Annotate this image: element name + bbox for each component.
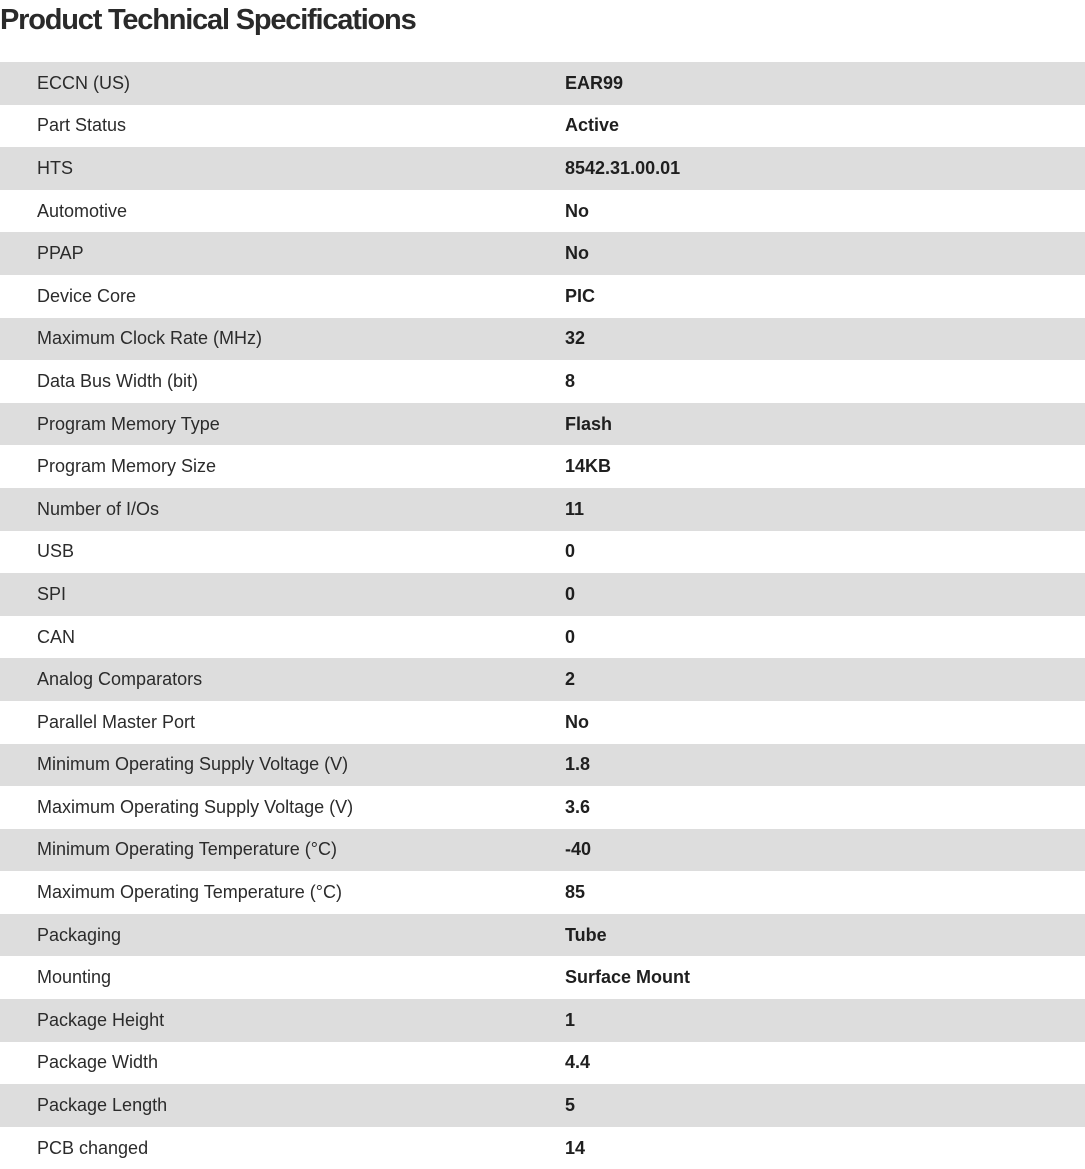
spec-label: Part Status: [0, 105, 565, 148]
spec-row: [0, 488, 1085, 531]
spec-row: [0, 403, 1085, 446]
spec-label: Maximum Operating Supply Voltage (V): [0, 786, 565, 829]
spec-label: Minimum Operating Temperature (°C): [0, 829, 565, 872]
spec-value: 8542.31.00.01: [565, 147, 1085, 190]
spec-label: Program Memory Type: [0, 403, 565, 446]
spec-row: [0, 360, 1085, 403]
spec-value: No: [565, 701, 1085, 744]
spec-row: [0, 275, 1085, 318]
spec-value: 85: [565, 871, 1085, 914]
spec-row: [0, 62, 1085, 105]
spec-label: Mounting: [0, 956, 565, 999]
spec-row: [0, 829, 1085, 872]
spec-value: Active: [565, 105, 1085, 148]
spec-value: 1.8: [565, 744, 1085, 787]
spec-row: [0, 531, 1085, 574]
spec-label: Number of I/Os: [0, 488, 565, 531]
spec-row: [0, 744, 1085, 787]
spec-label: ECCN (US): [0, 62, 565, 105]
spec-label: CAN: [0, 616, 565, 659]
spec-value: 8: [565, 360, 1085, 403]
spec-value: 14: [565, 1127, 1085, 1169]
spec-value: 11: [565, 488, 1085, 531]
spec-row: [0, 701, 1085, 744]
spec-label: Package Height: [0, 999, 565, 1042]
spec-row: [0, 190, 1085, 233]
spec-row: [0, 573, 1085, 616]
spec-table: [0, 62, 1085, 1169]
spec-row: [0, 445, 1085, 488]
spec-value: No: [565, 232, 1085, 275]
spec-value: 32: [565, 318, 1085, 361]
page-title: Product Technical Specifications: [0, 4, 416, 36]
spec-row: [0, 105, 1085, 148]
spec-value: 0: [565, 531, 1085, 574]
spec-row: [0, 1084, 1085, 1127]
spec-row: [0, 956, 1085, 999]
spec-label: HTS: [0, 147, 565, 190]
spec-label: USB: [0, 531, 565, 574]
spec-label: Package Length: [0, 1084, 565, 1127]
spec-label: PPAP: [0, 232, 565, 275]
spec-value: 14KB: [565, 445, 1085, 488]
spec-value: 2: [565, 658, 1085, 701]
spec-value: Flash: [565, 403, 1085, 446]
spec-value: 0: [565, 616, 1085, 659]
spec-row: [0, 147, 1085, 190]
spec-value: Surface Mount: [565, 956, 1085, 999]
spec-label: Maximum Operating Temperature (°C): [0, 871, 565, 914]
spec-value: PIC: [565, 275, 1085, 318]
spec-label: Program Memory Size: [0, 445, 565, 488]
spec-value: No: [565, 190, 1085, 233]
spec-label: Minimum Operating Supply Voltage (V): [0, 744, 565, 787]
spec-label: SPI: [0, 573, 565, 616]
spec-label: Automotive: [0, 190, 565, 233]
spec-label: Analog Comparators: [0, 658, 565, 701]
spec-value: 4.4: [565, 1042, 1085, 1085]
spec-value: 3.6: [565, 786, 1085, 829]
spec-value: 0: [565, 573, 1085, 616]
spec-label: Data Bus Width (bit): [0, 360, 565, 403]
spec-value: EAR99: [565, 62, 1085, 105]
spec-label: Device Core: [0, 275, 565, 318]
spec-label: Maximum Clock Rate (MHz): [0, 318, 565, 361]
spec-value: 5: [565, 1084, 1085, 1127]
spec-row: [0, 999, 1085, 1042]
spec-row: [0, 914, 1085, 957]
spec-row: [0, 232, 1085, 275]
spec-row: [0, 1042, 1085, 1085]
spec-label: Parallel Master Port: [0, 701, 565, 744]
spec-row: [0, 658, 1085, 701]
spec-row: [0, 1127, 1085, 1169]
spec-value: Tube: [565, 914, 1085, 957]
spec-value: -40: [565, 829, 1085, 872]
spec-label: PCB changed: [0, 1127, 565, 1169]
spec-table-body: [0, 62, 1085, 1169]
spec-label: Package Width: [0, 1042, 565, 1085]
spec-row: [0, 871, 1085, 914]
spec-value: 1: [565, 999, 1085, 1042]
spec-row: [0, 616, 1085, 659]
spec-label: Packaging: [0, 914, 565, 957]
spec-row: [0, 786, 1085, 829]
spec-row: [0, 318, 1085, 361]
